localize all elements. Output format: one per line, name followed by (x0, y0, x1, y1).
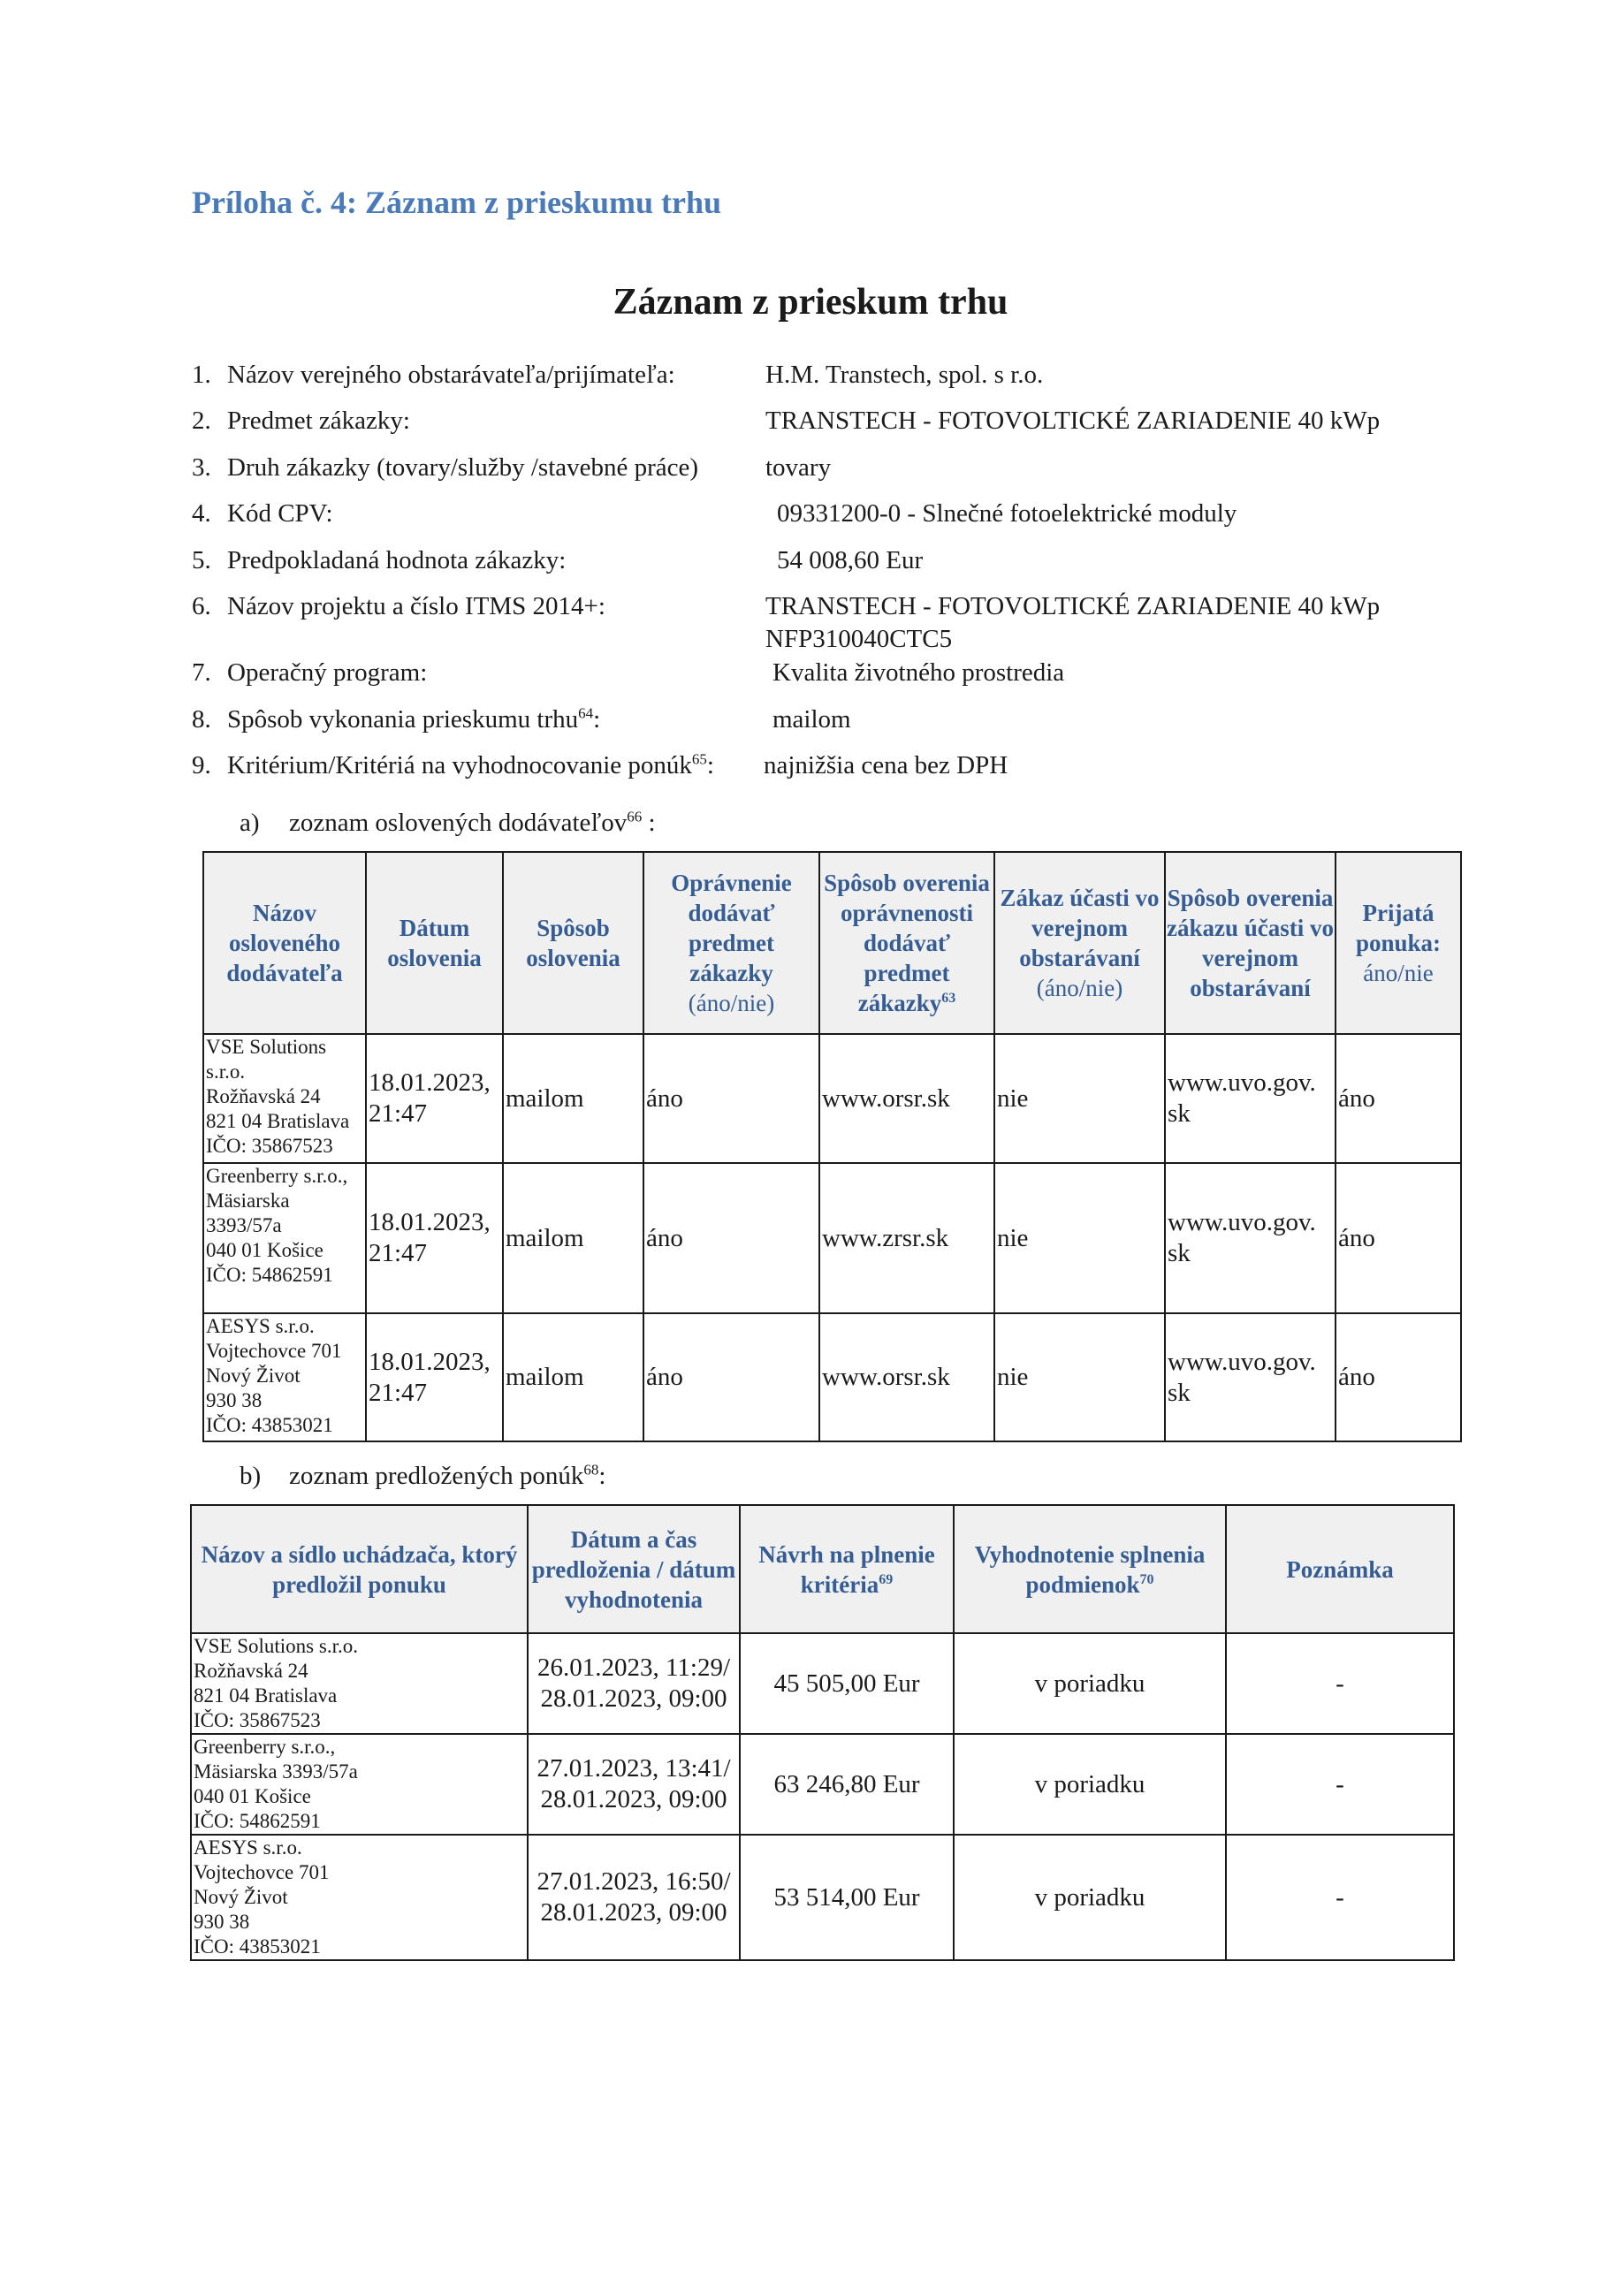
auth-verification-cell: www.orsr.sk (819, 1034, 994, 1163)
auth-verification-cell: www.orsr.sk (819, 1313, 994, 1441)
bidder-name-cell (191, 1835, 528, 1960)
contact-date-line: 21:47 (369, 1378, 428, 1407)
info-number: 5. (192, 546, 211, 574)
info-value: TRANSTECH - FOTOVOLTICKÉ ZARIADENIE 40 kWp (765, 592, 1381, 620)
info-label: Predmet zákazky: (227, 407, 410, 435)
info-number: 9. (192, 751, 211, 779)
info-value-wrap (777, 544, 923, 577)
info-row (192, 590, 1518, 656)
contact-method-cell: mailom (503, 1313, 643, 1441)
bidder-address-line: 930 38 (194, 1911, 250, 1933)
supplier-address-line: 3393/57a (206, 1214, 282, 1236)
info-number: 3. (192, 453, 211, 482)
submission-date-cell (528, 1633, 740, 1734)
section-b-text: zoznam predložených ponúk (289, 1462, 584, 1490)
table-row (191, 1633, 1454, 1734)
supplier-name-cell (203, 1034, 366, 1163)
info-row (192, 359, 1518, 392)
header-bidder-name: Názov a sídlo uchádzača, ktorý predložil ponuku (191, 1505, 528, 1633)
authorization-cell: áno (643, 1034, 819, 1163)
info-number: 1. (192, 361, 211, 389)
footnote-ref: 68 (583, 1461, 599, 1479)
info-label: Kód CPV: (227, 499, 333, 528)
info-value-wrap (772, 703, 851, 736)
header-evaluation-text: Vyhodnotenie splnenia podmienok (974, 1540, 1206, 1598)
contact-date-line: 21:47 (369, 1239, 428, 1267)
proposal-cell: 45 505,00 Eur (740, 1633, 954, 1734)
info-label-wrap (227, 498, 333, 530)
supplier-address-line: IČO: 54862591 (206, 1264, 333, 1286)
supplier-name-cell (203, 1313, 366, 1441)
submission-date-cell (528, 1734, 740, 1835)
footnote-ref: 65 (691, 750, 707, 768)
footnote-ref: 63 (941, 991, 956, 1006)
proposal-cell: 63 246,80 Eur (740, 1734, 954, 1835)
supplier-address-line: IČO: 35867523 (206, 1135, 333, 1157)
info-number: 8. (192, 705, 211, 734)
info-number: 2. (192, 407, 211, 435)
proposal-cell: 53 514,00 Eur (740, 1835, 954, 1960)
info-value: mailom (772, 705, 851, 734)
bidder-address-line: IČO: 43853021 (194, 1935, 321, 1958)
suppliers-table (202, 851, 1462, 1442)
info-value: 09331200-0 - Slnečné fotoelektrické moduly (777, 499, 1237, 528)
supplier-name-cell (203, 1163, 366, 1313)
info-label: Druh zákazky (tovary/služby /stavebné práce) (227, 453, 699, 482)
evaluation-cell: v poriadku (954, 1835, 1226, 1960)
info-number: 7. (192, 658, 211, 687)
supplier-address-line: Rožňavská 24 (206, 1085, 321, 1107)
header-note: Poznámka (1226, 1505, 1454, 1633)
annex-heading: Príloha č. 4: Záznam z prieskumu trhu (192, 185, 721, 220)
section-b-suffix: : (598, 1462, 606, 1490)
info-label: Predpokladaná hodnota zákazky: (227, 546, 567, 574)
submission-date-line: 27.01.2023, 13:41/ (537, 1754, 731, 1783)
info-value-wrap (772, 657, 1064, 689)
info-label-wrap (227, 452, 698, 484)
header-auth-verification-text: Spôsob overenia oprávnenosti dodávať predmet zákazky (824, 870, 990, 1016)
info-label: Spôsob vykonania prieskumu trhu (227, 705, 579, 734)
evaluation-cell: v poriadku (954, 1734, 1226, 1835)
section-a-text: zoznam oslovených dodávateľov (289, 809, 628, 837)
header-ban-note: (áno/nie) (1036, 975, 1123, 1001)
info-label: Názov verejného obstarávateľa/prijímateľa: (227, 361, 675, 389)
info-row (192, 703, 1518, 736)
header-offer-text: Prijatá ponuka: (1355, 900, 1442, 956)
bidder-address-line: VSE Solutions s.r.o. (194, 1635, 358, 1657)
contact-date-cell (366, 1313, 503, 1441)
header-authorization-text: Oprávnenie dodávať predmet zákazky (671, 870, 792, 986)
info-value-wrap (765, 359, 1043, 392)
contact-date-line: 18.01.2023, (369, 1068, 491, 1097)
contact-method-cell: mailom (503, 1163, 643, 1313)
header-ban-text: Zákaz účasti vo verejnom obstarávaní (1000, 885, 1160, 971)
info-value-wrap (777, 498, 1237, 530)
submission-date-line: 26.01.2023, 11:29/ (537, 1654, 731, 1682)
ban-cell: nie (994, 1163, 1165, 1313)
submission-date-line: 27.01.2023, 16:50/ (537, 1867, 731, 1896)
bids-table (190, 1504, 1455, 1961)
auth-verification-cell: www.zrsr.sk (819, 1163, 994, 1313)
header-evaluation (954, 1505, 1226, 1633)
supplier-address-line: VSE Solutions (206, 1036, 327, 1058)
authorization-cell: áno (643, 1313, 819, 1441)
info-value-wrap (765, 590, 1380, 656)
header-proposal (740, 1505, 954, 1633)
bidder-address-line: Greenberry s.r.o., (194, 1736, 336, 1758)
info-value: Kvalita životného prostredia (772, 658, 1065, 687)
info-label-wrap (227, 749, 714, 782)
info-label-suffix: : (706, 751, 714, 779)
contact-date-line: 18.01.2023, (369, 1208, 491, 1236)
contact-date-cell (366, 1034, 503, 1163)
header-ban-verification: Spôsob overenia zákazu účasti vo verejnom obstarávaní (1165, 852, 1336, 1034)
bidder-address-line: IČO: 54862591 (194, 1810, 321, 1832)
note-cell: - (1226, 1835, 1454, 1960)
header-offer-received (1336, 852, 1461, 1034)
ban-verification-line: sk (1168, 1239, 1191, 1267)
header-contact-method: Spôsob oslovenia (503, 852, 643, 1034)
info-value: H.M. Transtech, spol. s r.o. (765, 361, 1044, 389)
header-submission-date: Dátum a čas predloženia / dátum vyhodnotenia (528, 1505, 740, 1633)
info-label-wrap (227, 657, 427, 689)
ban-verification-line: www.uvo.gov. (1168, 1068, 1316, 1097)
supplier-address-line: Vojtechovce 701 (206, 1340, 342, 1362)
info-label-wrap (227, 405, 410, 437)
supplier-address-line: Mäsiarska (206, 1190, 290, 1212)
header-contact-date: Dátum oslovenia (366, 852, 503, 1034)
info-label: Kritérium/Kritériá na vyhodnocovanie ponúk (227, 751, 692, 779)
table-row (203, 1313, 1461, 1441)
bidder-address-line: Vojtechovce 701 (194, 1861, 330, 1883)
ban-verification-line: sk (1168, 1099, 1191, 1128)
ban-verification-line: www.uvo.gov. (1168, 1347, 1316, 1376)
submission-date-line: 28.01.2023, 09:00 (540, 1785, 727, 1813)
footnote-ref: 66 (627, 808, 643, 825)
info-value: TRANSTECH - FOTOVOLTICKÉ ZARIADENIE 40 kWp (765, 407, 1381, 435)
info-value-second-line: NFP310040CTC5 (765, 625, 953, 653)
table-row (203, 1034, 1461, 1163)
bidder-address-line: AESYS s.r.o. (194, 1836, 302, 1859)
bidder-address-line: Rožňavská 24 (194, 1660, 308, 1682)
supplier-address-line: AESYS s.r.o. (206, 1315, 315, 1337)
evaluation-cell: v poriadku (954, 1633, 1226, 1734)
contact-date-line: 21:47 (369, 1099, 428, 1128)
supplier-address-line: Nový Život (206, 1365, 301, 1387)
note-cell: - (1226, 1734, 1454, 1835)
submission-date-line: 28.01.2023, 09:00 (540, 1684, 727, 1713)
footnote-ref: 70 (1139, 1571, 1154, 1587)
footnote-ref: 69 (879, 1571, 894, 1587)
table-row (191, 1734, 1454, 1835)
header-auth-verification (819, 852, 994, 1034)
header-authorization (643, 852, 819, 1034)
info-label-suffix: : (593, 705, 601, 734)
section-b-text-wrap (289, 1460, 605, 1493)
supplier-address-line: Greenberry s.r.o., (206, 1165, 348, 1187)
info-row (192, 749, 1518, 782)
section-b-letter: b) (240, 1462, 262, 1490)
section-a-text-wrap (289, 807, 656, 840)
supplier-address-line: 930 38 (206, 1389, 263, 1411)
bidder-address-line: 040 01 Košice (194, 1785, 311, 1807)
offer-received-cell: áno (1336, 1034, 1461, 1163)
info-value: 54 008,60 Eur (777, 546, 924, 574)
authorization-cell: áno (643, 1163, 819, 1313)
info-number: 6. (192, 592, 211, 620)
bids-body (191, 1633, 1454, 1960)
supplier-address-line: s.r.o. (206, 1061, 246, 1083)
bidder-address-line: 821 04 Bratislava (194, 1684, 338, 1707)
ban-verification-line: www.uvo.gov. (1168, 1208, 1316, 1236)
ban-verification-cell (1165, 1313, 1336, 1441)
section-a-suffix: : (642, 809, 656, 837)
note-cell: - (1226, 1633, 1454, 1734)
header-offer-note: áno/nie (1363, 960, 1434, 986)
header-authorization-note: (áno/nie) (688, 990, 775, 1016)
supplier-address-line: 821 04 Bratislava (206, 1110, 350, 1132)
info-label-wrap (227, 359, 675, 392)
info-value-wrap (764, 749, 1008, 782)
ban-verification-line: sk (1168, 1378, 1191, 1407)
info-row (192, 405, 1518, 437)
info-value: najnižšia cena bez DPH (764, 751, 1008, 779)
table-row (203, 1163, 1461, 1313)
info-value-wrap (765, 452, 831, 484)
bidder-address-line: Nový Život (194, 1886, 288, 1908)
submission-date-line: 28.01.2023, 09:00 (540, 1898, 727, 1927)
table-row (191, 1835, 1454, 1960)
bidder-name-cell (191, 1734, 528, 1835)
info-row (192, 498, 1518, 530)
info-row (192, 452, 1518, 484)
info-label-wrap (227, 590, 605, 623)
header-ban (994, 852, 1165, 1034)
info-label-wrap (227, 544, 566, 577)
offer-received-cell: áno (1336, 1163, 1461, 1313)
supplier-address-line: 040 01 Košice (206, 1239, 323, 1261)
bidder-address-line: Mäsiarska 3393/57a (194, 1760, 358, 1783)
info-label: Operačný program: (227, 658, 428, 687)
info-number: 4. (192, 499, 211, 528)
info-value-wrap (765, 405, 1380, 437)
ban-verification-cell (1165, 1163, 1336, 1313)
header-proposal-text: Návrh na plnenie kritéria (758, 1540, 935, 1598)
contact-date-cell (366, 1163, 503, 1313)
info-label: Názov projektu a číslo ITMS 2014+: (227, 592, 605, 620)
header-supplier-name: Názov osloveného dodávateľa (203, 852, 366, 1034)
document-title: Záznam z prieskum trhu (613, 282, 1008, 323)
section-a-letter: a) (240, 809, 260, 837)
supplier-address-line: IČO: 43853021 (206, 1414, 333, 1436)
info-value: tovary (765, 453, 832, 482)
ban-verification-cell (1165, 1034, 1336, 1163)
ban-cell: nie (994, 1313, 1165, 1441)
info-row (192, 544, 1518, 577)
ban-cell: nie (994, 1034, 1165, 1163)
suppliers-body (203, 1034, 1461, 1441)
bidder-name-cell (191, 1633, 528, 1734)
bids-header-row (191, 1505, 1454, 1633)
bidder-address-line: IČO: 35867523 (194, 1709, 321, 1731)
contact-date-line: 18.01.2023, (369, 1347, 491, 1376)
info-row (192, 657, 1518, 689)
footnote-ref: 64 (578, 704, 594, 722)
info-label-wrap (227, 703, 600, 736)
contact-method-cell: mailom (503, 1034, 643, 1163)
suppliers-header-row (203, 852, 1461, 1034)
submission-date-cell (528, 1835, 740, 1960)
offer-received-cell: áno (1336, 1313, 1461, 1441)
